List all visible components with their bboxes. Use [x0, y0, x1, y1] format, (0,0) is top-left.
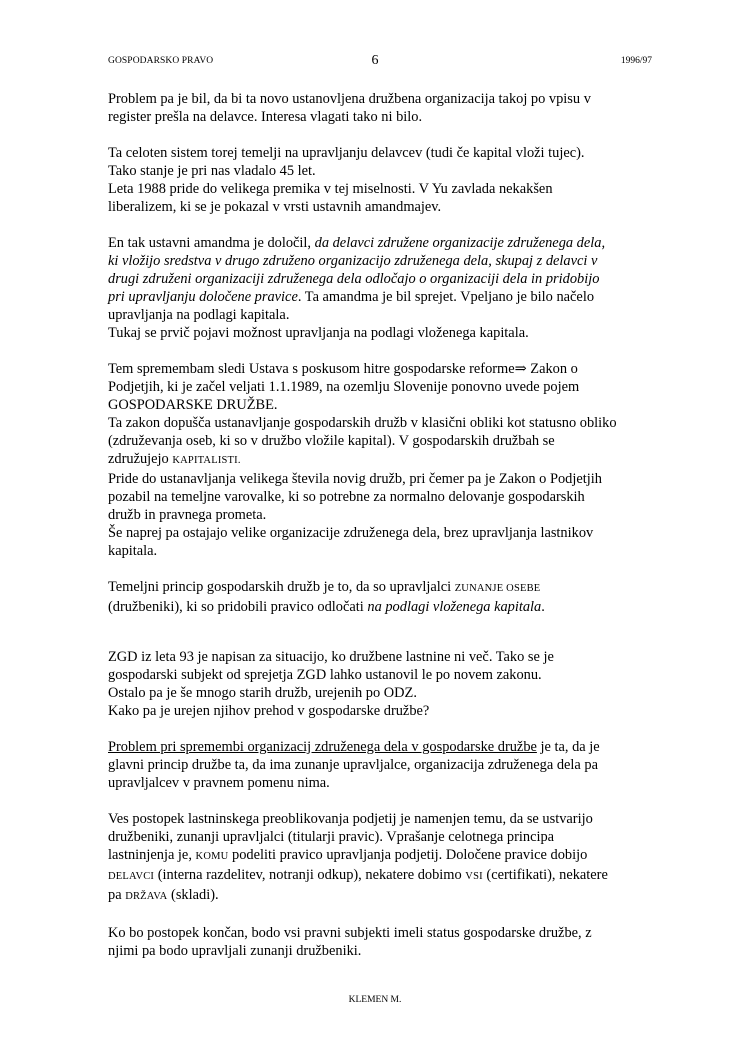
text-line: Problem pa je bil, da bi ta novo ustanovljena družbena organizacija takoj po vpisu v	[108, 91, 591, 107]
text-line: pozabil na temeljne varovalke, ki so potrebne za normalno delovanje gospodarskih	[108, 489, 585, 505]
text-line: register prešla na delavce. Interesa vlagati tako ni bilo.	[108, 109, 423, 125]
text-line: .	[541, 599, 545, 615]
small-caps-term: VSI	[465, 871, 483, 882]
text-line: lastninjenja je,	[108, 847, 196, 863]
text-line: Podjetjih, ki je začel veljati 1.1.1989, na ozemlju Slovenije ponovno uvede pojem	[108, 379, 580, 395]
text-line: Tukaj se prvič pojavi možnost upravljanja na podlagi vloženega kapitala.	[108, 325, 529, 341]
text-line: glavni princip družbe ta, da ima zunanje upravljalce, organizacija združenega dela pa	[108, 757, 598, 773]
text-line: pa	[108, 887, 126, 903]
paragraph-2	[108, 144, 653, 216]
text-line: upravljalcev v pravnem pomenu nima.	[108, 775, 330, 791]
underlined-phrase: Problem pri spremembi organizacij združenega dela v gospodarske družbe	[108, 739, 537, 755]
text-line: En tak ustavni amandma je določil,	[108, 235, 315, 251]
text-line: Kako pa je urejen njihov prehod v gospodarske družbe?	[108, 703, 430, 719]
text-line: Temeljni princip gospodarskih družb je to, da so upravljalci	[108, 579, 455, 595]
paragraph-3	[108, 234, 653, 342]
text-line: Ostalo pa je še mnogo starih družb, urejenih po ODZ.	[108, 685, 417, 701]
italic-quote: ki vložijo sredstva v drugo združeno organizacijo združenega dela, skupaj z delavci v	[108, 253, 598, 269]
footer-author: KLEMEN M.	[348, 995, 402, 1005]
document-body	[108, 90, 653, 960]
italic-quote: pri upravljanju določene pravice	[108, 289, 298, 305]
text-line: Tako stanje je pri nas vladalo 45 let.	[108, 163, 316, 179]
text-line: Ta zakon dopušča ustanavljanje gospodarskih družb v klasični obliki kot statusno obliko	[108, 415, 617, 431]
text-line: (certifikati), nekatere	[482, 867, 608, 883]
text-line: Tem spremembam sledi Ustava s poskusom hitre gospodarske reforme⇒ Zakon o	[108, 361, 578, 377]
italic-quote: drugi združeni organizaciji združenega dela odločajo o organizaciji dela in pridobijo	[108, 271, 600, 287]
paragraph-6	[108, 648, 653, 720]
text-line: Ta celoten sistem torej temelji na upravljanju delavcev (tudi če kapital vloži tujec).	[108, 145, 585, 161]
text-line: (skladi).	[167, 887, 219, 903]
text-line: družbeniki, zunanji upravljalci (titularji pravic). Vprašanje celotnega principa	[108, 829, 555, 845]
text-line: združujejo	[108, 451, 173, 467]
text-line: (interna razdelitev, notranji odkup), nekatere dobimo	[154, 867, 466, 883]
text-line: (združevanja oseb, ki so v družbo vložile kapital). V gospodarskih družbah se	[108, 433, 555, 449]
paragraph-8	[108, 810, 653, 906]
text-line: je ta, da je	[536, 739, 600, 755]
paragraph-4	[108, 360, 653, 560]
small-caps-term: KAPITALISTI.	[172, 455, 241, 466]
text-line: liberalizem, ki se je pokazal v vrsti ustavnih amandmajev.	[108, 199, 442, 215]
text-line: podeliti pravico upravljanja podjetij. Določene pravice dobijo	[228, 847, 588, 863]
header-course-title: GOSPODARSKO PRAVO	[108, 56, 214, 66]
small-caps-term: DELAVCI	[108, 871, 155, 882]
paragraph-7	[108, 738, 653, 792]
text-line: Ko bo postopek končan, bodo vsi pravni subjekti imeli status gospodarske družbe, z	[108, 925, 592, 941]
text-line: kapitala.	[108, 543, 158, 559]
text-line: (družbeniki), ki so pridobili pravico odločati	[108, 599, 368, 615]
paragraph-5	[108, 578, 653, 616]
page-number: 6	[371, 53, 379, 68]
text-line: ZGD iz leta 93 je napisan za situacijo, ko družbene lastnine ni več. Tako se je	[108, 649, 554, 665]
small-caps-term: DRŽAVA	[125, 891, 168, 902]
text-line: Leta 1988 pride do velikega premika v tej miselnosti. V Yu zavlada nekakšen	[108, 181, 553, 197]
text-line: . Ta amandma je bil sprejet. Vpeljano je bilo načelo	[297, 289, 595, 305]
paragraph-9	[108, 924, 653, 960]
text-line: Še naprej pa ostajajo velike organizacije združenega dela, brez upravljanja lastnikov	[108, 525, 594, 541]
text-line: upravljanja na podlagi kapitala.	[108, 307, 290, 323]
header-year: 1996/97	[620, 56, 652, 66]
small-caps-term: KOMU	[195, 851, 229, 862]
text-line: gospodarski subjekt od sprejetja ZGD lahko ustanovil le po novem zakonu.	[108, 667, 542, 683]
italic-quote: da delavci združene organizacije združenega dela,	[314, 235, 606, 251]
text-line: Pride do ustanavljanja velikega števila novig družb, pri čemer pa je Zakon o Podjetjih	[108, 471, 602, 487]
text-line: njimi pa bodo upravljali zunanji družbeniki.	[108, 943, 362, 959]
text-line: Ves postopek lastninskega preoblikovanja podjetij je namenjen temu, da se ustvarijo	[108, 811, 593, 827]
small-caps-term: ZUNANJE OSEBE	[454, 583, 541, 594]
text-line: družb in pravnega prometa.	[108, 507, 267, 523]
paragraph-1	[108, 90, 653, 126]
text-line: GOSPODARSKE DRUŽBE.	[108, 397, 278, 413]
italic-phrase: na podlagi vloženega kapitala	[367, 599, 542, 615]
